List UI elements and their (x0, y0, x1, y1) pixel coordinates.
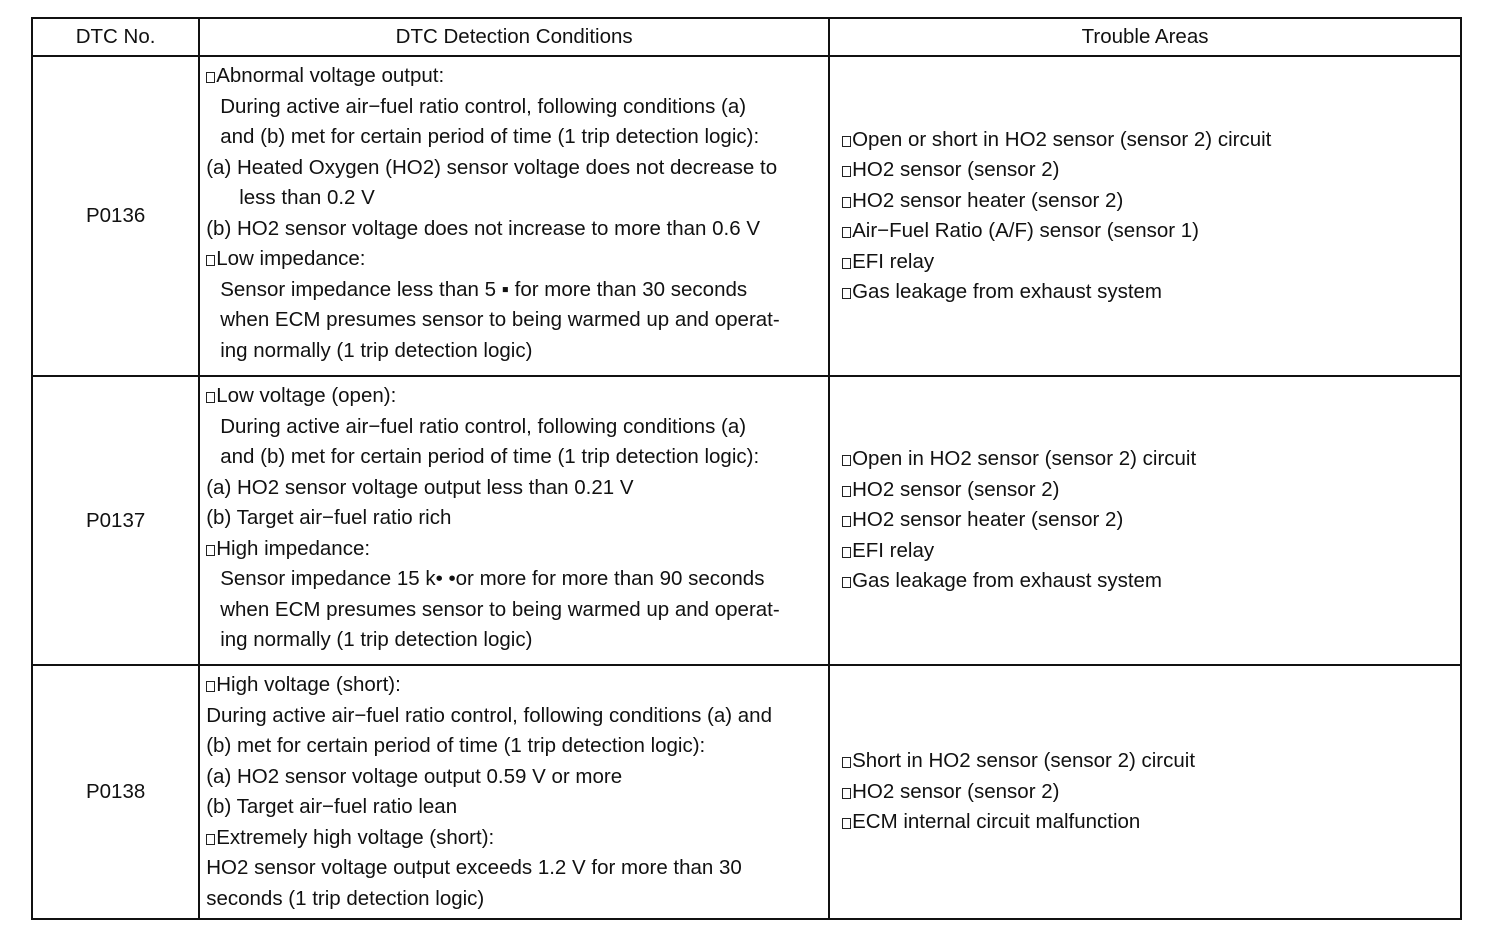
condition-line: Sensor impedance less than 5 ▪ for more than 30 seconds (220, 277, 748, 301)
condition-line: ing normally (1 trip detection logic) (220, 338, 533, 362)
condition-line: when ECM presumes sensor to being warmed up and operat- (220, 597, 780, 621)
condition-line: (b) Target air−fuel ratio rich (206, 506, 452, 529)
condition-line: Sensor impedance 15 k• •or more for more than 90 seconds (220, 567, 765, 590)
condition-line: and (b) met for certain period of time (1 trip detection logic): (220, 445, 760, 468)
dtc-code-cell: P0136 (32, 56, 199, 376)
condition-line: (a) HO2 sensor voltage output less than 0.21 V (206, 475, 634, 499)
trouble-area-item: Gas leakage from exhaust system (842, 566, 1450, 597)
trouble-area-item: EFI relay (842, 536, 1450, 567)
table-body (32, 56, 1461, 919)
detection-conditions-cell (199, 376, 829, 665)
condition-line: when ECM presumes sensor to being warmed up and operat- (220, 308, 780, 331)
detection-conditions-cell (199, 665, 829, 919)
trouble-area-item: ECM internal circuit malfunction (842, 807, 1450, 838)
trouble-area-item: Open in HO2 sensor (sensor 2) circuit (842, 444, 1450, 475)
trouble-area-item: Gas leakage from exhaust system (842, 277, 1450, 308)
trouble-area-item: HO2 sensor heater (sensor 2) (842, 186, 1450, 217)
trouble-area-item: EFI relay (842, 247, 1450, 278)
table-row (32, 665, 1461, 919)
header-row (32, 18, 1461, 56)
condition-heading: Low impedance: (206, 244, 818, 275)
condition-heading: High impedance: (206, 534, 818, 565)
trouble-area-item: HO2 sensor (sensor 2) (842, 475, 1450, 506)
condition-line: HO2 sensor voltage output exceeds 1.2 V for more than 30 (206, 856, 742, 879)
condition-line: During active air−fuel ratio control, following conditions (a) (220, 94, 747, 118)
condition-line: less than 0.2 V (239, 186, 375, 209)
condition-line: ing normally (1 trip detection logic) (220, 628, 533, 651)
condition-line: (a) HO2 sensor voltage output 0.59 V or more (206, 764, 623, 788)
header-dtc-no: DTC No. (32, 18, 199, 56)
dtc-code-cell: P0137 (32, 376, 199, 665)
condition-heading: High voltage (short): (206, 670, 818, 701)
header-detection-conditions: DTC Detection Conditions (199, 18, 829, 56)
trouble-area-item: HO2 sensor heater (sensor 2) (842, 505, 1450, 536)
condition-line: During active air−fuel ratio control, following conditions (a) and (206, 703, 772, 727)
condition-line: and (b) met for certain period of time (1 trip detection logic): (220, 125, 760, 148)
trouble-area-item: Open or short in HO2 sensor (sensor 2) circuit (842, 125, 1450, 156)
trouble-areas-cell (829, 665, 1461, 919)
dtc-code-cell: P0138 (32, 665, 199, 919)
condition-line: During active air−fuel ratio control, following conditions (a) (220, 414, 747, 438)
trouble-areas-cell (829, 56, 1461, 376)
condition-heading: Extremely high voltage (short): (206, 823, 818, 854)
detection-conditions-cell (199, 56, 829, 376)
trouble-areas-cell (829, 376, 1461, 665)
condition-line: (b) HO2 sensor voltage does not increase to more than 0.6 V (206, 216, 761, 240)
trouble-area-item: HO2 sensor (sensor 2) (842, 155, 1450, 186)
trouble-area-item: HO2 sensor (sensor 2) (842, 777, 1450, 808)
condition-line: seconds (1 trip detection logic) (206, 886, 485, 910)
header-trouble-areas: Trouble Areas (829, 18, 1461, 56)
trouble-area-item: Air−Fuel Ratio (A/F) sensor (sensor 1) (842, 216, 1450, 247)
condition-heading: Low voltage (open): (206, 381, 818, 412)
condition-line: (b) Target air−fuel ratio lean (206, 795, 458, 818)
table-row (32, 56, 1461, 376)
dtc-table (31, 17, 1462, 920)
table-row (32, 376, 1461, 665)
condition-line: (b) met for certain period of time (1 trip detection logic): (206, 734, 706, 757)
trouble-area-item: Short in HO2 sensor (sensor 2) circuit (842, 746, 1450, 777)
condition-heading: Abnormal voltage output: (206, 61, 818, 92)
condition-line: (a) Heated Oxygen (HO2) sensor voltage does not decrease to (206, 155, 778, 179)
